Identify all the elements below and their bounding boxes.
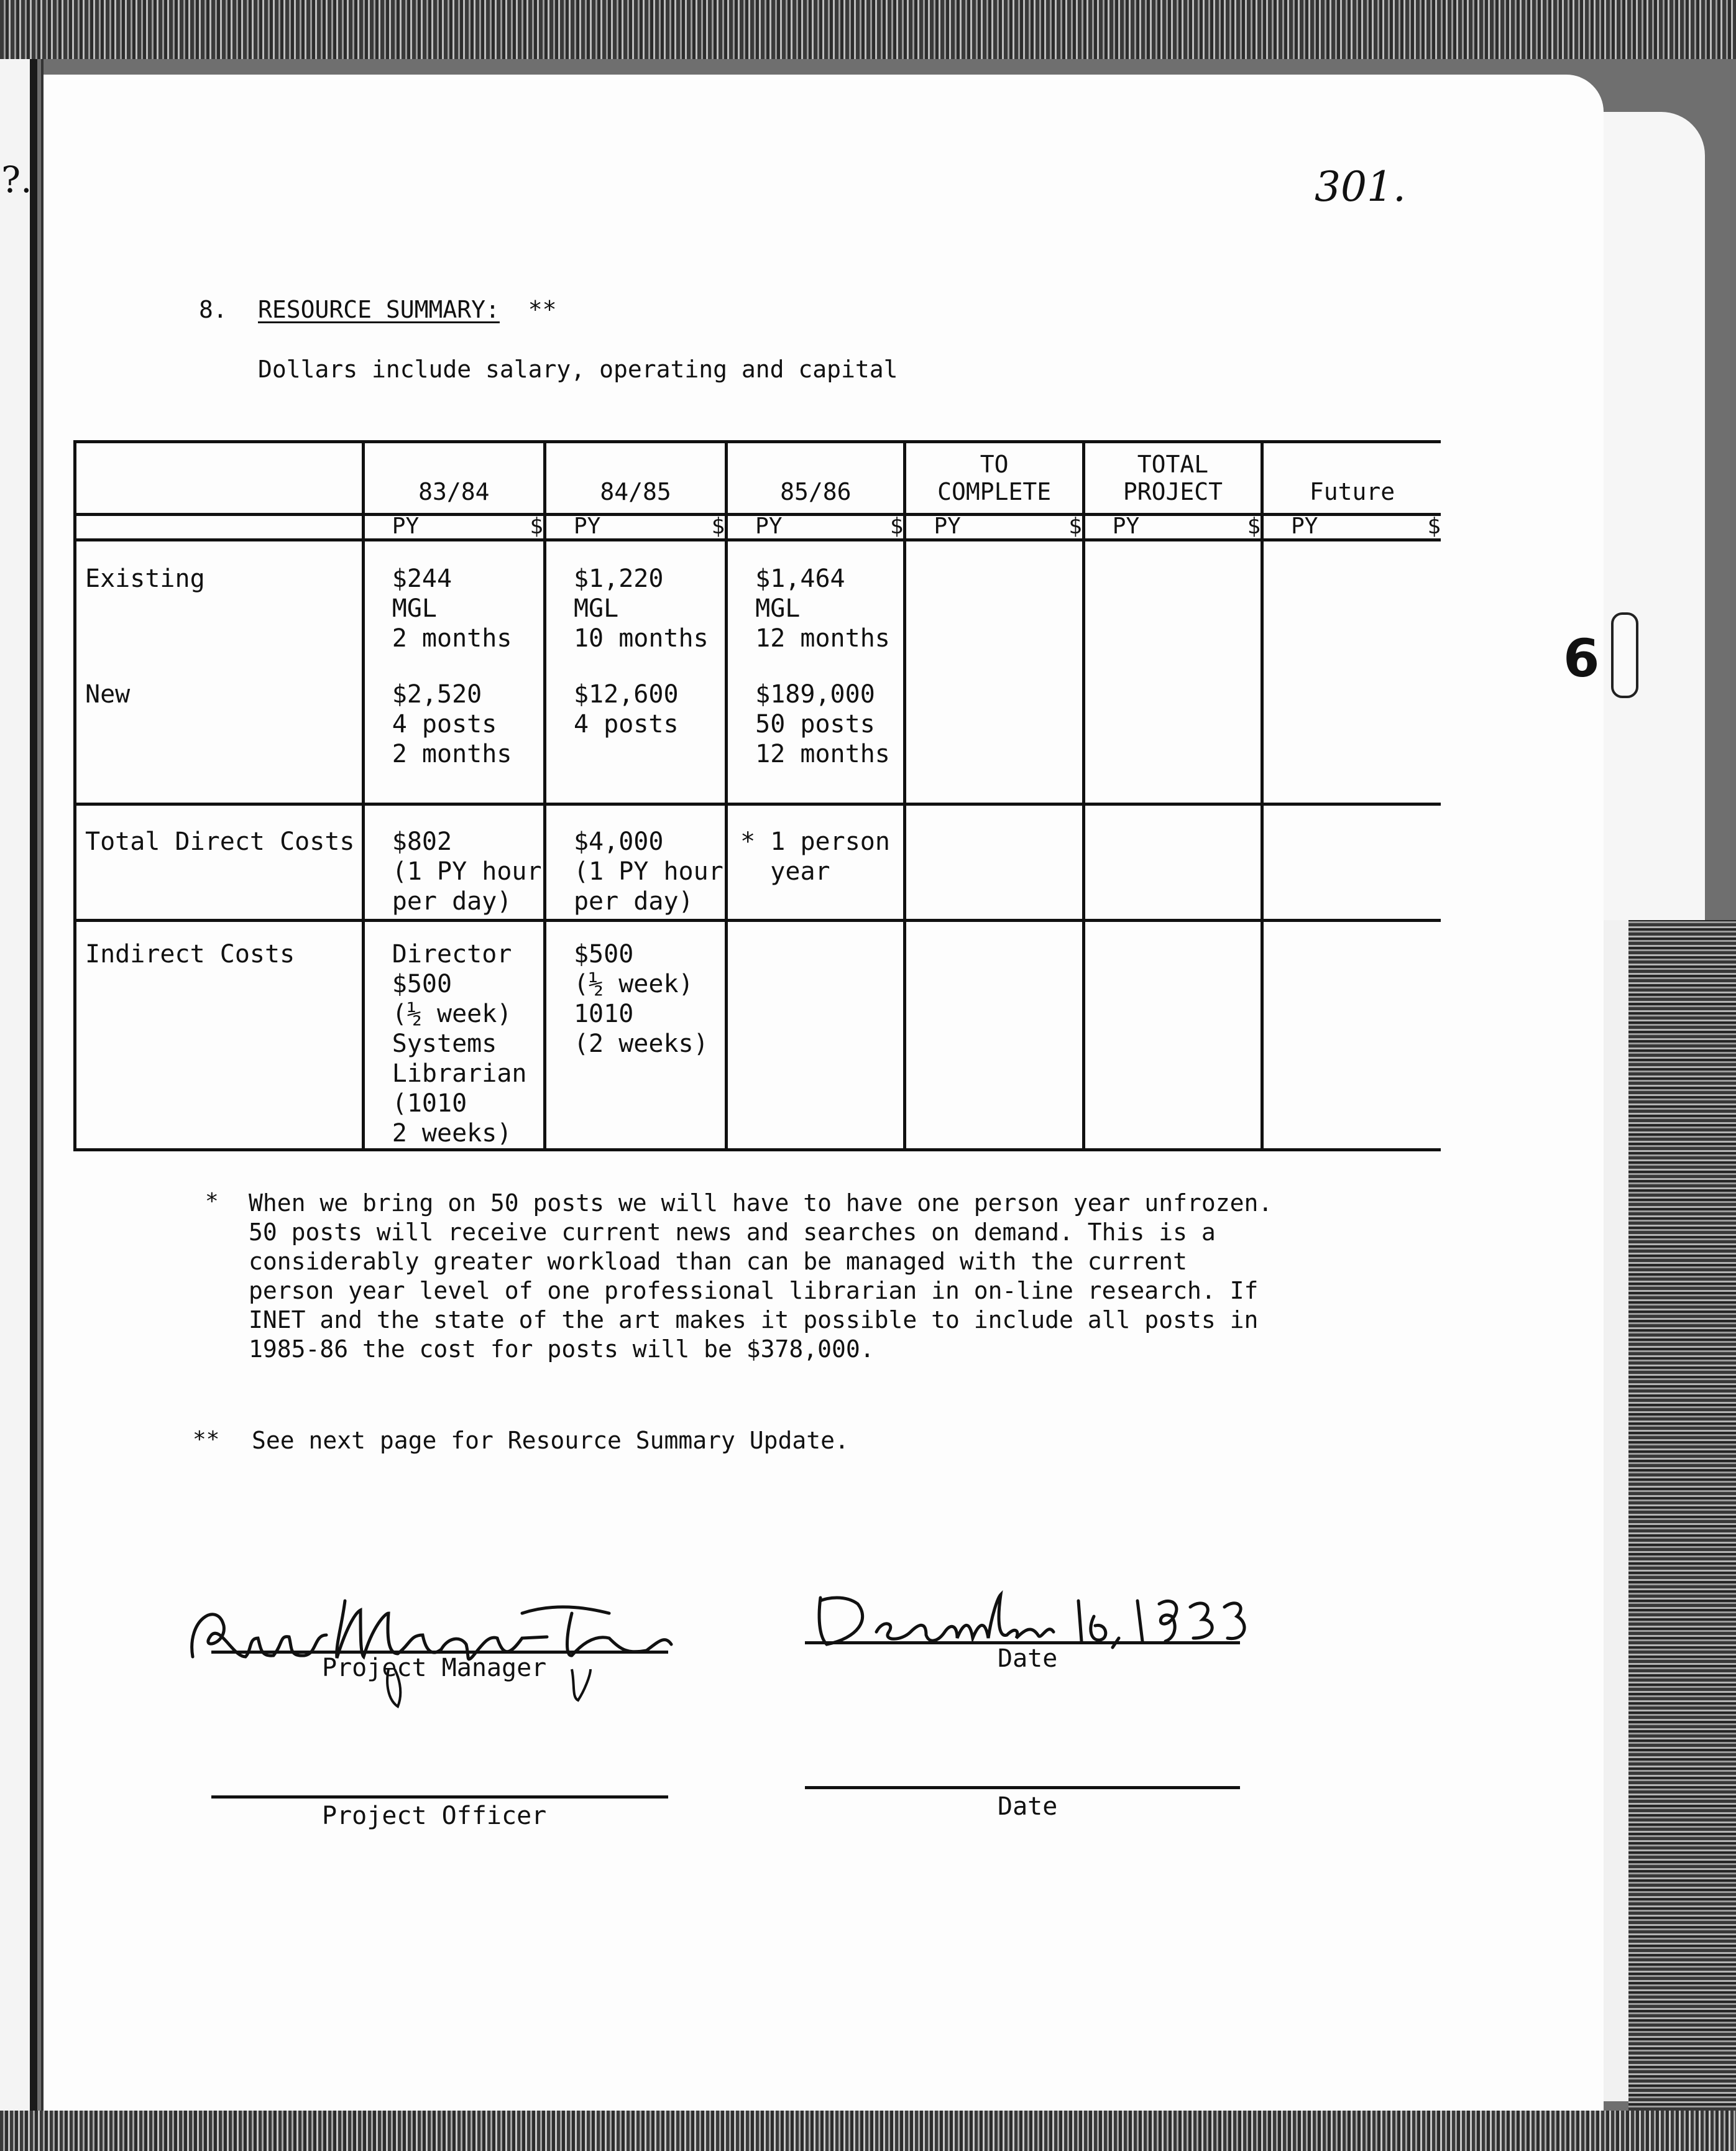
officer-date-line	[805, 1786, 1240, 1789]
margin-mark: ?.	[1, 159, 32, 201]
header-cell: Future	[1262, 442, 1441, 515]
row-label: Existing	[75, 540, 364, 654]
header-cell	[75, 442, 364, 515]
scan-border-bottom	[0, 2111, 1736, 2151]
table-row-existing	[75, 540, 1441, 654]
row-label: Total Direct Costs	[75, 804, 364, 921]
table-header-row	[75, 442, 1441, 515]
table-cell	[1083, 804, 1262, 921]
header-cell: TO COMPLETE	[905, 442, 1083, 515]
table-cell	[1262, 804, 1441, 921]
table-cell: $802 (1 PY hour per day)	[363, 804, 544, 921]
officer-signature-line	[211, 1795, 668, 1799]
table-cell	[1262, 540, 1441, 654]
section-subtitle: Dollars include salary, operating and capital	[258, 356, 898, 383]
table-cell: $244 MGL 2 months	[363, 540, 544, 654]
table-cell	[1262, 921, 1441, 1150]
table-row-indirect-costs	[75, 921, 1441, 1150]
section-number: 8.	[199, 296, 227, 323]
table-cell: $4,000 (1 PY hour per day)	[544, 804, 726, 921]
project-officer-label: Project Officer	[322, 1802, 547, 1830]
table-cell	[1083, 540, 1262, 654]
table-cell	[1262, 653, 1441, 804]
table-cell	[905, 653, 1083, 804]
table-cell	[1083, 921, 1262, 1150]
py-subheader-cell: PY $	[1262, 515, 1441, 540]
header-cell: 83/84	[363, 442, 544, 515]
folder-tab	[1591, 112, 1705, 920]
table-cell	[727, 921, 905, 1150]
header-cell: 85/86	[727, 442, 905, 515]
binding-edge	[30, 59, 37, 2111]
tab-notch	[1611, 612, 1638, 698]
scan-border-right	[1628, 920, 1736, 2111]
footnote-marker: **	[193, 1427, 220, 1452]
table-cell: $2,520 4 posts 2 months	[363, 653, 544, 804]
footnote-text: When we bring on 50 posts we will have to have one person year unfrozen. 50 posts will receive current news and searches on demand. This is a considerably greater workload than can be managed with the current person year level of one professional librarian in on-line research. If INET and the state of the art makes it possible to include all posts in 1985-86 the cost for posts will be $378,000.	[249, 1189, 1273, 1363]
section-title-suffix: **	[528, 296, 557, 323]
py-subheader-cell: PY $	[544, 515, 726, 540]
manager-signature	[174, 1576, 684, 1713]
footnote-text: See next page for Resource Summary Update.	[252, 1427, 849, 1454]
table-cell: $189,000 50 posts 12 months	[727, 653, 905, 804]
date-label: Date	[998, 1792, 1058, 1821]
resource-table	[73, 440, 1441, 1151]
table-row-new	[75, 653, 1441, 804]
table-cell	[905, 804, 1083, 921]
left-margin-strip	[0, 59, 30, 2111]
header-cell: 84/85	[544, 442, 726, 515]
page-number: 301.	[1315, 163, 1406, 211]
row-label: New	[75, 653, 364, 804]
table-cell: $12,600 4 posts	[544, 653, 726, 804]
py-subheader-empty	[75, 515, 364, 540]
table-cell	[905, 540, 1083, 654]
project-manager-label: Project Manager	[322, 1654, 547, 1682]
header-cell: TOTAL PROJECT	[1083, 442, 1262, 515]
footnote-marker: *	[205, 1189, 219, 1214]
table-cell	[905, 921, 1083, 1150]
table-cell	[1083, 653, 1262, 804]
table-cell: $1,464 MGL 12 months	[727, 540, 905, 654]
py-subheader-cell: PY $	[363, 515, 544, 540]
py-subheader-row	[75, 515, 1441, 540]
row-label: Indirect Costs	[75, 921, 364, 1150]
py-subheader-cell: PY $	[727, 515, 905, 540]
table-row-total-direct-costs	[75, 804, 1441, 921]
table-cell: $1,220 MGL 10 months	[544, 540, 726, 654]
table-cell: * 1 person year	[727, 804, 905, 921]
section-title	[258, 296, 556, 323]
py-subheader-cell: PY $	[1083, 515, 1262, 540]
py-subheader-cell: PY $	[905, 515, 1083, 540]
table-cell: Director $500 (½ week) Systems Librarian (1010 2 weeks)	[363, 921, 544, 1150]
scan-border-top	[0, 0, 1736, 59]
tab-number: 6	[1563, 628, 1600, 689]
table-cell: $500 (½ week) 1010 (2 weeks)	[544, 921, 726, 1150]
date-label: Date	[998, 1644, 1058, 1673]
section-title-text: RESOURCE SUMMARY:	[258, 296, 500, 323]
